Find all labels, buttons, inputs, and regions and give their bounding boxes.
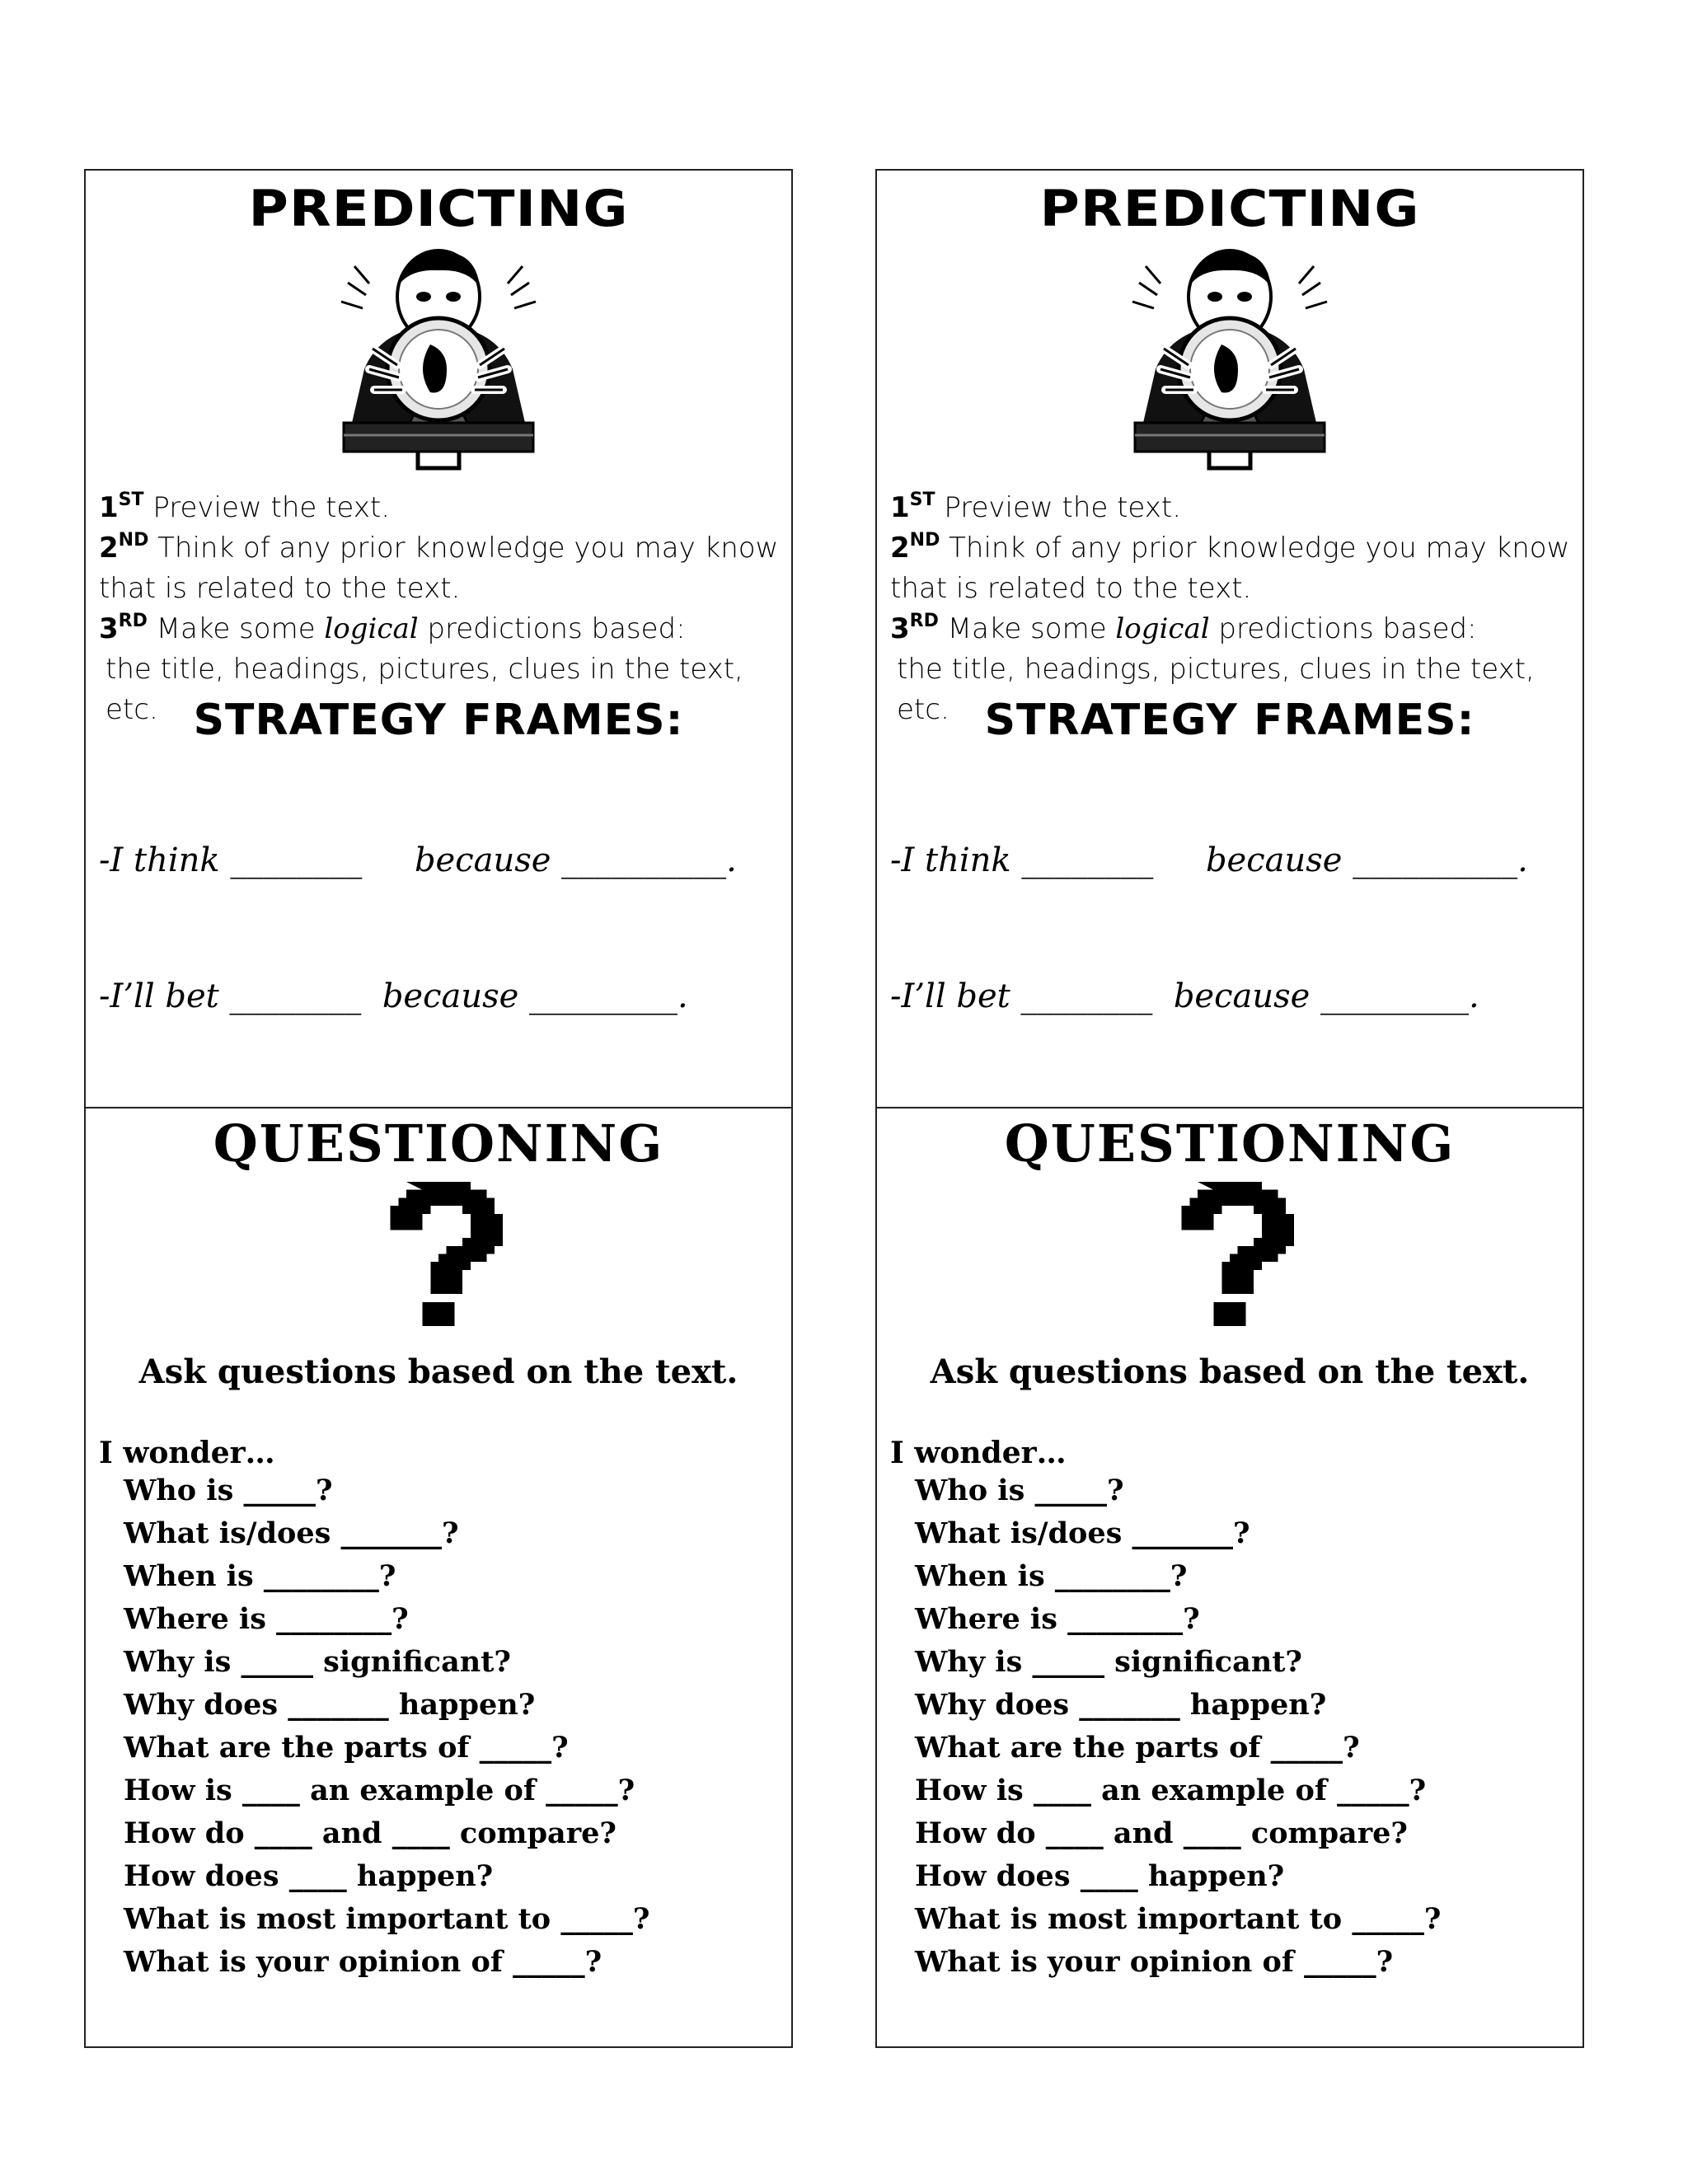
question-stems-list bbox=[915, 1469, 1441, 1984]
questioning-card-right bbox=[875, 1107, 1584, 2048]
question-stem: Why is _____ significant? bbox=[124, 1645, 511, 1679]
question-stem: When is ________? bbox=[915, 1559, 1188, 1593]
question-stem: What is your opinion of _____? bbox=[124, 1945, 603, 1979]
question-stem: How is ____ an example of _____? bbox=[124, 1774, 635, 1807]
question-stem: Why is _____ significant? bbox=[915, 1645, 1302, 1679]
strategy-frames-title: STRATEGY FRAMES: bbox=[984, 696, 1475, 745]
question-mark-icon bbox=[373, 1182, 504, 1326]
frame-line: -I’ll bet ________ because _________. bbox=[99, 977, 688, 1015]
question-stem: How does ____ happen? bbox=[915, 1859, 1285, 1893]
steps-list bbox=[890, 488, 1574, 730]
predicting-title: PREDICTING bbox=[1039, 180, 1420, 238]
strategy-frames-list bbox=[99, 748, 788, 1108]
questioning-card-left bbox=[84, 1107, 793, 2048]
question-stem: What are the parts of _____? bbox=[124, 1731, 569, 1765]
step-2: 2ND Think of any prior knowledge you may know bbox=[890, 530, 1570, 565]
step-2-continued: that is related to the text. bbox=[890, 572, 1252, 605]
question-stems-list bbox=[124, 1469, 649, 1984]
question-stem: Where is ________? bbox=[124, 1602, 409, 1636]
step-3: 3RD Make some logical predictions based: bbox=[890, 611, 1477, 645]
step-3-continued: the title, headings, pictures, clues in the text, etc. bbox=[106, 653, 743, 726]
frame-line: -I think ________ because __________. bbox=[890, 841, 1528, 879]
predicting-title: PREDICTING bbox=[248, 180, 629, 238]
question-stem: What is most important to _____? bbox=[124, 1902, 650, 1936]
question-stem: Where is ________? bbox=[915, 1602, 1200, 1636]
step-1: 1ST Preview the text. bbox=[890, 490, 1182, 524]
question-stem: What are the parts of _____? bbox=[915, 1731, 1360, 1765]
fortune-teller-crystal-ball-icon bbox=[315, 246, 562, 476]
step-1: 1ST Preview the text. bbox=[99, 490, 391, 524]
i-wonder-label: I wonder… bbox=[99, 1436, 275, 1470]
frame-line: -I think ________ because __________. bbox=[99, 841, 737, 879]
step-2-continued: that is related to the text. bbox=[99, 572, 461, 605]
question-mark-icon bbox=[1164, 1182, 1296, 1326]
step-3-continued: the title, headings, pictures, clues in the text, etc. bbox=[897, 653, 1535, 726]
fortune-teller-crystal-ball-icon bbox=[1106, 246, 1353, 476]
question-stem: What is/does _______? bbox=[915, 1516, 1250, 1550]
strategy-frames-title: STRATEGY FRAMES: bbox=[193, 696, 684, 745]
i-wonder-label: I wonder… bbox=[890, 1436, 1067, 1470]
steps-list bbox=[99, 488, 783, 730]
question-stem: When is ________? bbox=[124, 1559, 396, 1593]
predicting-card-left bbox=[84, 169, 793, 1108]
questioning-subtitle: Ask questions based on the text. bbox=[930, 1352, 1530, 1391]
questioning-title: QUESTIONING bbox=[1004, 1113, 1456, 1174]
predicting-card-right bbox=[875, 169, 1584, 1108]
question-stem: How do ____ and ____ compare? bbox=[124, 1816, 617, 1850]
step-2: 2ND Think of any prior knowledge you may know bbox=[99, 530, 779, 565]
question-stem: What is/does _______? bbox=[124, 1516, 459, 1550]
question-stem: Why does _______ happen? bbox=[915, 1688, 1327, 1722]
question-stem: How does ____ happen? bbox=[124, 1859, 494, 1893]
strategy-frames-list bbox=[890, 748, 1579, 1108]
questioning-title: QUESTIONING bbox=[213, 1113, 664, 1174]
question-stem: Who is _____? bbox=[124, 1474, 333, 1507]
question-stem: How do ____ and ____ compare? bbox=[915, 1816, 1408, 1850]
step-3: 3RD Make some logical predictions based: bbox=[99, 611, 686, 645]
questioning-subtitle: Ask questions based on the text. bbox=[138, 1352, 738, 1391]
question-stem: Who is _____? bbox=[915, 1474, 1124, 1507]
question-stem: What is most important to _____? bbox=[915, 1902, 1442, 1936]
frame-line: -I’ll bet ________ because _________. bbox=[890, 977, 1479, 1015]
question-stem: Why does _______ happen? bbox=[124, 1688, 536, 1722]
question-stem: How is ____ an example of _____? bbox=[915, 1774, 1427, 1807]
question-stem: What is your opinion of _____? bbox=[915, 1945, 1394, 1979]
